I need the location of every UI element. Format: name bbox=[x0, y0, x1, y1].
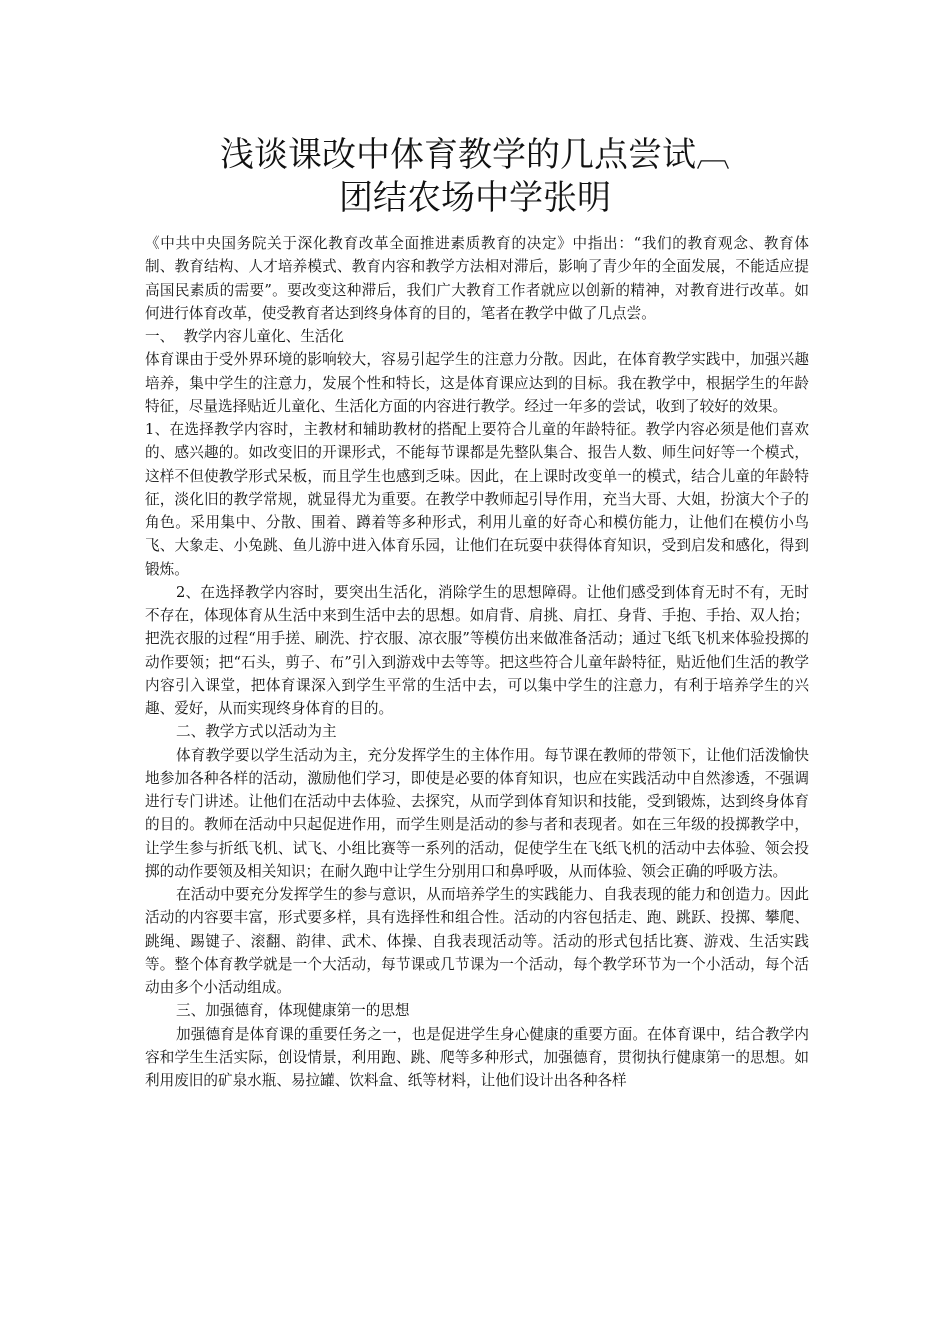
paragraph: 加强德育是体育课的重要任务之一，也是促进学生身心健康的重要方面。在体育课中，结合教学内容和学生生活实际，创设情景，利用跑、跳、爬等多种形式，加强德育，贯彻执行健康第一的思想。如利用废旧的矿泉水瓶、易拉罐、饮料盒、纸等材料，让他们设计出各种各样 bbox=[145, 1025, 809, 1089]
paragraph: 1、在选择教学内容时，主教材和辅助教材的搭配上要符合儿童的年龄特征。教学内容必须是他们喜欢的、感兴趣的。如改变旧的开课形式，不能每节课都是先整队集合、报告人数、师生问好等一个模式，这样不但使教学形式呆板，而且学生也感到乏味。因此，在上课时改变单一的模式，结合儿童的年龄特征，淡化旧的教学常规，就显得尤为重要。在教学中教师起引导作用，充当大哥、大姐，扮演大个子的角色。采用集中、分散、围着、蹲着等多种形式，利用儿童的好奇心和模仿能力，让他们在模仿小鸟飞、大象走、小兔跳、鱼儿游中进入体育乐园，让他们在玩耍中获得体育知识，受到启发和感化，得到锻炼。 bbox=[145, 421, 809, 578]
document-body bbox=[145, 232, 809, 1092]
paragraph: 体育课由于受外界环境的影响较大，容易引起学生的注意力分散。因此，在体育教学实践中，加强兴趣培养，集中学生的注意力，发展个性和特长，这是体育课应达到的目标。我在教学中，根据学生的年龄特征，尽量选择贴近儿童化、生活化方面的内容进行教学。经过一年多的尝试，收到了较好的效果。 bbox=[145, 351, 809, 415]
paragraph: 体育教学要以学生活动为主，充分发挥学生的主体作用。每节课在教师的带领下，让他们活泼愉快地参加各种各样的活动，激励他们学习，即使是必要的体育知识，也应在实践活动中自然渗透，不强调进行专门讲述。让他们在活动中去体验、去探究，从而学到体育知识和技能，受到锻炼，达到终身体育的目的。教师在活动中只起促进作用，而学生则是活动的参与者和表现者。如在三年级的投掷教学中，让学生参与折纸飞机、试飞、小组比赛等一系列的活动，促使学生在飞纸飞机的活动中去体验、领会投掷的动作要领及相关知识；在耐久跑中让学生分别用口和鼻呼吸，从而体验、领会正确的呼吸方法。 bbox=[145, 746, 809, 880]
paragraph: 2、在选择教学内容时，要突出生活化，消除学生的思想障碍。让他们感受到体育无时不有，无时不存在，体现体育从生活中来到生活中去的思想。如肩背、肩挑、肩扛、身背、手抱、手抬、双人抬；把洗衣服的过程“用手搓、刷洗、拧衣服、凉衣服”等模仿出来做准备活动；通过飞纸飞机来体验投掷的动作要领；把“石头，剪子、布”引入到游戏中去等等。把这些符合儿童年龄特征，贴近他们生活的教学内容引入课堂，把体育课深入到学生平常的生活中去，可以集中学生的注意力，有利于培养学生的兴趣、爱好，从而实现终身体育的目的。 bbox=[145, 583, 809, 717]
section-heading-3: 三、加强德育，体现健康第一的思想 bbox=[176, 1002, 410, 1020]
paragraph: 在活动中要充分发挥学生的参与意识，从而培养学生的实践能力、自我表现的能力和创造力。因此活动的内容要丰富，形式要多样，具有选择性和组合性。活动的内容包括走、跑、跳跃、投掷、攀爬、跳绳、踢键子、滚翻、韵律、武术、体操、自我表现活动等。活动的形式包括比赛、游戏、生活实践等。整个体育教学就是一个大活动，每节课或几节课为一个活动，每个教学环节为一个小活动，每个活动由多个小活动组成。 bbox=[145, 886, 809, 996]
section-heading-1: 一、 教学内容儿童化、生活化 bbox=[145, 328, 344, 345]
section-heading-2: 二、教学方式以活动为主 bbox=[176, 723, 337, 741]
document-author-line: 团结农场中学张明 bbox=[339, 178, 611, 218]
document-title: 浅谈课改中体育教学的几点尝试︹ bbox=[220, 135, 730, 175]
paragraph-intro: 《中共中央国务院关于深化教育改革全面推进素质教育的决定》中指出：“我们的教育观念、教育体制、教育结构、人才培养模式、教育内容和教学方法相对滞后，影响了青少年的全面发展，不能适应提高国民素质的需要”。要改变这种滞后，我们广大教育工作者就应以创新的精神，对教育进行改革。如何进行体育改革，使受教育者达到终身体育的目的，笔者在教学中做了几点尝。 bbox=[145, 235, 809, 322]
